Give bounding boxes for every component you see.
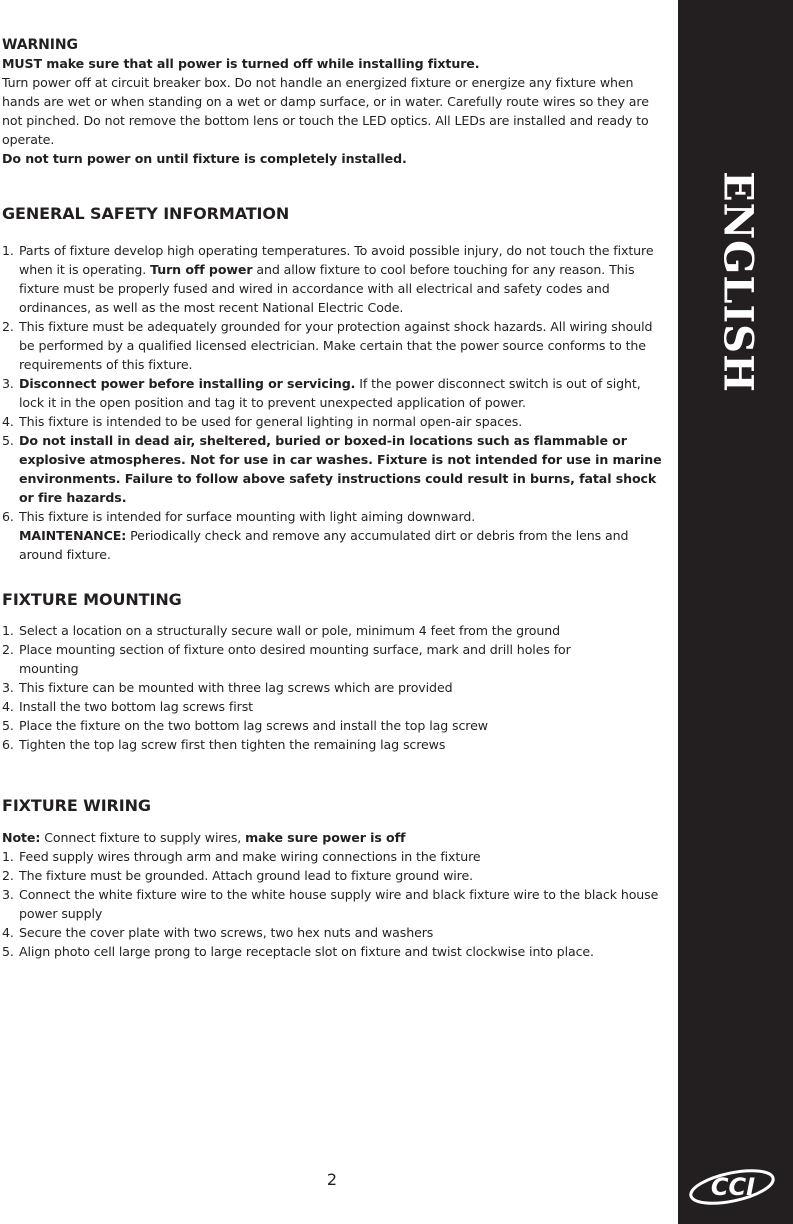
step-text: Connect the white fixture wire to the white house supply wire and black fixture wire to the black house power supply: [19, 887, 659, 921]
wiring-step: [2, 923, 667, 942]
item-number: 6.: [2, 509, 14, 524]
item-bold-text: Turn off power: [150, 262, 253, 277]
safety-item: [2, 317, 667, 374]
wiring-step: [2, 885, 667, 923]
warning-power-off-line: MUST make sure that all power is turned off while installing fixture.: [2, 56, 480, 71]
step-number: 4.: [2, 925, 14, 940]
step-text: The fixture must be grounded. Attach ground lead to fixture ground wire.: [19, 868, 474, 883]
safety-item: [2, 507, 667, 564]
item-number: 2.: [2, 319, 14, 334]
safety-item: [2, 412, 667, 431]
note-bold-text: make sure power is off: [245, 830, 406, 845]
note-text: Connect fixture to supply wires,: [40, 830, 246, 845]
maintenance-text: Periodically check and remove any accumulated dirt or debris from the lens and around fixture.: [19, 528, 629, 562]
mounting-step: [2, 716, 667, 735]
mounting-step: [2, 697, 667, 716]
safety-section: [2, 203, 667, 564]
wiring-heading: FIXTURE WIRING: [2, 796, 151, 815]
wiring-list: [2, 847, 667, 961]
step-number: 3.: [2, 680, 14, 695]
logo-text: CCI: [710, 1173, 756, 1201]
warning-title: WARNING: [2, 37, 78, 53]
wiring-step: [2, 847, 667, 866]
wiring-step: [2, 942, 667, 961]
item-text: This fixture is intended to be used for general lighting in normal open-air spaces.: [19, 414, 523, 429]
step-number: 2.: [2, 642, 14, 657]
warning-section: [2, 36, 667, 168]
item-text: If the power disconnect switch is out of sight, lock it in the open position and tag it to prevent unexpected application of power.: [19, 376, 641, 410]
main-content: [2, 36, 667, 961]
mounting-step: [2, 621, 667, 640]
step-number: 2.: [2, 868, 14, 883]
step-text: Place mounting section of fixture onto desired mounting surface, mark and drill holes for mounting: [19, 642, 571, 676]
step-number: 5.: [2, 944, 14, 959]
cci-logo: [688, 1163, 780, 1208]
mounting-list: [2, 621, 667, 754]
step-text: Align photo cell large prong to large receptacle slot on fixture and twist clockwise into place.: [19, 944, 594, 959]
step-number: 5.: [2, 718, 14, 733]
wiring-step: [2, 866, 667, 885]
item-text: and allow fixture to cool before touching for any reason. This fixture must be properly fused and wired in accordance with all electrical and safety codes and ordinances, as well as the most recent National Electric Code.: [19, 262, 635, 315]
step-number: 1.: [2, 849, 14, 864]
step-text: Feed supply wires through arm and make wiring connections in the fixture: [19, 849, 481, 864]
mounting-section: [2, 589, 667, 754]
item-number: 1.: [2, 243, 14, 258]
item-number: 5.: [2, 433, 14, 448]
warning-body: Turn power off at circuit breaker box. Do not handle an energized fixture or energize any fixture when hands are wet or when standing on a wet or damp surface, or in water. Carefully route wires so they are not pinched. Do not remove the bottom lens or touch the LED optics. All LEDs are installed and ready to operate.: [2, 75, 649, 147]
step-text: Place the fixture on the two bottom lag screws and install the top lag screw: [19, 718, 488, 733]
step-text: Select a location on a structurally secure wall or pole, minimum 4 feet from the ground: [19, 623, 561, 638]
safety-list: [2, 241, 667, 564]
item-text: This fixture must be adequately grounded for your protection against shock hazards. All wiring should be performed by a qualified licensed electrician. Make certain that the power source conforms to the requirements of this fixture.: [19, 319, 653, 372]
step-number: 3.: [2, 887, 14, 902]
step-number: 4.: [2, 699, 14, 714]
safety-item: [2, 431, 667, 507]
item-number: 4.: [2, 414, 14, 429]
mounting-heading: FIXTURE MOUNTING: [2, 590, 182, 609]
step-text: Install the two bottom lag screws first: [19, 699, 254, 714]
note-label: Note:: [2, 830, 41, 845]
step-text: Tighten the top lag screw first then tighten the remaining lag screws: [19, 737, 446, 752]
warning-final-line: Do not turn power on until fixture is completely installed.: [2, 151, 407, 166]
page-number: 2: [326, 1170, 338, 1189]
maintenance-label: MAINTENANCE:: [19, 528, 127, 543]
step-number: 1.: [2, 623, 14, 638]
safety-item: [2, 374, 667, 412]
mounting-step: [2, 735, 667, 754]
step-number: 6.: [2, 737, 14, 752]
step-text: Secure the cover plate with two screws, two hex nuts and washers: [19, 925, 434, 940]
item-text: This fixture is intended for surface mounting with light aiming downward.: [19, 509, 476, 524]
step-text: This fixture can be mounted with three lag screws which are provided: [19, 680, 453, 695]
item-number: 3.: [2, 376, 14, 391]
wiring-section: [2, 795, 667, 961]
item-bold-text: Disconnect power before installing or servicing.: [19, 376, 356, 391]
safety-item: [2, 241, 667, 317]
language-sidebar: [678, 0, 793, 1224]
safety-heading: GENERAL SAFETY INFORMATION: [2, 204, 290, 223]
wiring-note: [2, 828, 667, 847]
language-label: ENGLISH: [714, 171, 762, 393]
item-bold-text: Do not install in dead air, sheltered, buried or boxed-in locations such as flammable or explosive atmospheres. Not for use in car washes. Fixture is not intended for use in marine environments. Failure to follow above safety instructions could result in burns, fatal shock or fire hazards.: [19, 433, 662, 505]
item-text: Parts of fixture develop high operating temperatures. To avoid possible injury, do not touch the fixture when it is operating.: [19, 243, 654, 277]
mounting-step: [2, 640, 667, 678]
mounting-step: [2, 678, 667, 697]
